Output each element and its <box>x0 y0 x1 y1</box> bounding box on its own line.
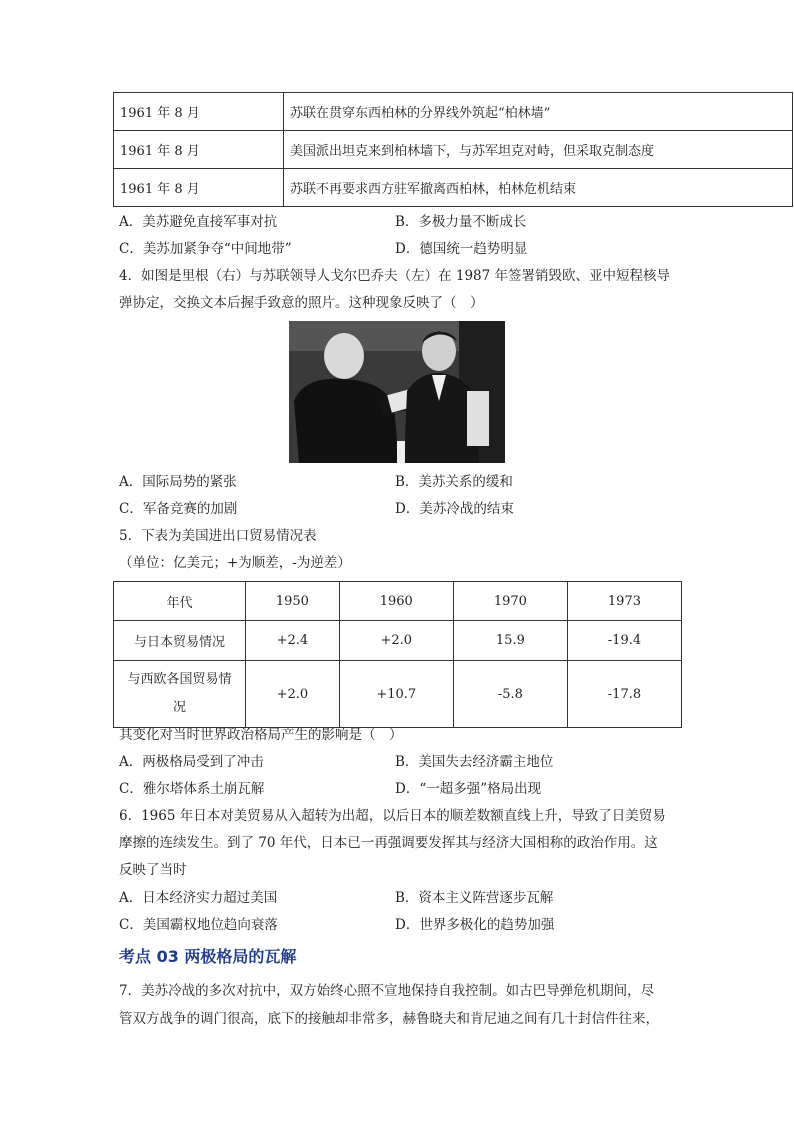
table-cell: +2.0 <box>339 621 453 661</box>
table-cell-event: 美国派出坦克来到柏林墙下，与苏军坦克对峙，但采取克制态度 <box>284 131 793 169</box>
q4-option-b: B．美苏关系的缓和 <box>395 474 513 490</box>
table-cell: 15.9 <box>453 621 567 661</box>
table-cell-event: 苏联不再要求西方驻军撤离西柏林，柏林危机结束 <box>284 169 793 207</box>
q3-option-b: B．多极力量不断成长 <box>395 214 527 230</box>
berlin-crisis-table <box>113 92 793 207</box>
q6-stem-line3: 反映了当时 <box>119 862 187 878</box>
q4-option-a: A．国际局势的紧张 <box>119 474 237 490</box>
q4-option-d: D．美苏冷战的结束 <box>395 501 514 517</box>
table-cell-event: 苏联在贯穿东西柏林的分界线外筑起“柏林墙” <box>284 93 793 131</box>
q5-stem-line2: （单位：亿美元；+为顺差，-为逆差） <box>119 555 351 571</box>
q3-option-d: D．德国统一趋势明显 <box>395 241 528 257</box>
table-row <box>114 661 682 728</box>
table-cell: +10.7 <box>339 661 453 728</box>
table-header-cell: 1960 <box>339 582 453 621</box>
table-header-cell: 1950 <box>246 582 340 621</box>
table-row-label: 与日本贸易情况 <box>114 621 246 661</box>
table-cell-date: 1961 年 8 月 <box>114 131 284 169</box>
q6-option-c: C．美国霸权地位趋向衰落 <box>119 917 278 933</box>
q4-stem-line1: 4．如图是里根（右）与苏联领导人戈尔巴乔夫（左）在 1987 年签署销毁欧、亚中短程核导 <box>119 268 671 284</box>
table-header-cell: 1973 <box>567 582 681 621</box>
q7-stem-line1: 7．美苏冷战的多次对抗中，双方始终心照不宣地保持自我控制。如古巴导弹危机期间，尽 <box>119 983 655 999</box>
table-row <box>114 169 793 207</box>
table-row-label-line2: 况 <box>173 700 187 715</box>
q6-option-d: D．世界多极化的趋势加强 <box>395 917 555 933</box>
table-row <box>114 131 793 169</box>
reagan-gorbachev-photo <box>289 321 505 463</box>
q3-option-c: C．美苏加紧争夺“中间地带” <box>119 241 292 257</box>
table-cell: -19.4 <box>567 621 681 661</box>
section-heading: 考点 03 两极格局的瓦解 <box>119 947 297 966</box>
q7-stem-line2: 管双方战争的调门很高，底下的接触却非常多，赫鲁晓夫和肯尼迪之间有几十封信件往来， <box>119 1011 659 1027</box>
table-row-label <box>114 661 246 728</box>
table-header-row <box>114 582 682 621</box>
q5-stem-line1: 5．下表为美国进出口贸易情况表 <box>119 528 317 544</box>
q5-option-a: A．两极格局受到了冲击 <box>119 754 264 770</box>
q6-stem-line1: 6．1965 年日本对美贸易从入超转为出超，以后日本的顺差数额直线上升，导致了日美贸易 <box>119 808 666 824</box>
table-cell: +2.4 <box>246 621 340 661</box>
q3-option-a: A．美苏避免直接军事对抗 <box>119 214 278 230</box>
q5-question: 其变化对当时世界政治格局产生的影响是（ ） <box>119 727 403 743</box>
q6-stem-line2: 摩擦的连续发生。到了 70 年代，日本已一再强调要发挥其与经济大国相称的政治作用。这 <box>119 835 658 851</box>
table-header-cell: 1970 <box>453 582 567 621</box>
q5-option-d: D．“一超多强”格局出现 <box>395 781 542 797</box>
table-row-label-line1: 与西欧各国贸易情 <box>127 672 232 687</box>
table-row <box>114 621 682 661</box>
table-cell: -17.8 <box>567 661 681 728</box>
q5-option-b: B．美国失去经济霸主地位 <box>395 754 554 770</box>
trade-table <box>113 581 682 728</box>
table-cell-date: 1961 年 8 月 <box>114 93 284 131</box>
q6-option-b: B．资本主义阵营逐步瓦解 <box>395 890 554 906</box>
q5-option-c: C．雅尔塔体系土崩瓦解 <box>119 781 265 797</box>
photo-illustration <box>289 321 505 463</box>
table-cell: -5.8 <box>453 661 567 728</box>
table-row <box>114 93 793 131</box>
table-cell-date: 1961 年 8 月 <box>114 169 284 207</box>
q4-stem-line2: 弹协定，交换文本后握手致意的照片。这种现象反映了（ ） <box>119 295 484 311</box>
q4-option-c: C．军备竞赛的加剧 <box>119 501 238 517</box>
table-cell: +2.0 <box>246 661 340 728</box>
table-header-cell: 年代 <box>114 582 246 621</box>
q6-option-a: A．日本经济实力超过美国 <box>119 890 278 906</box>
